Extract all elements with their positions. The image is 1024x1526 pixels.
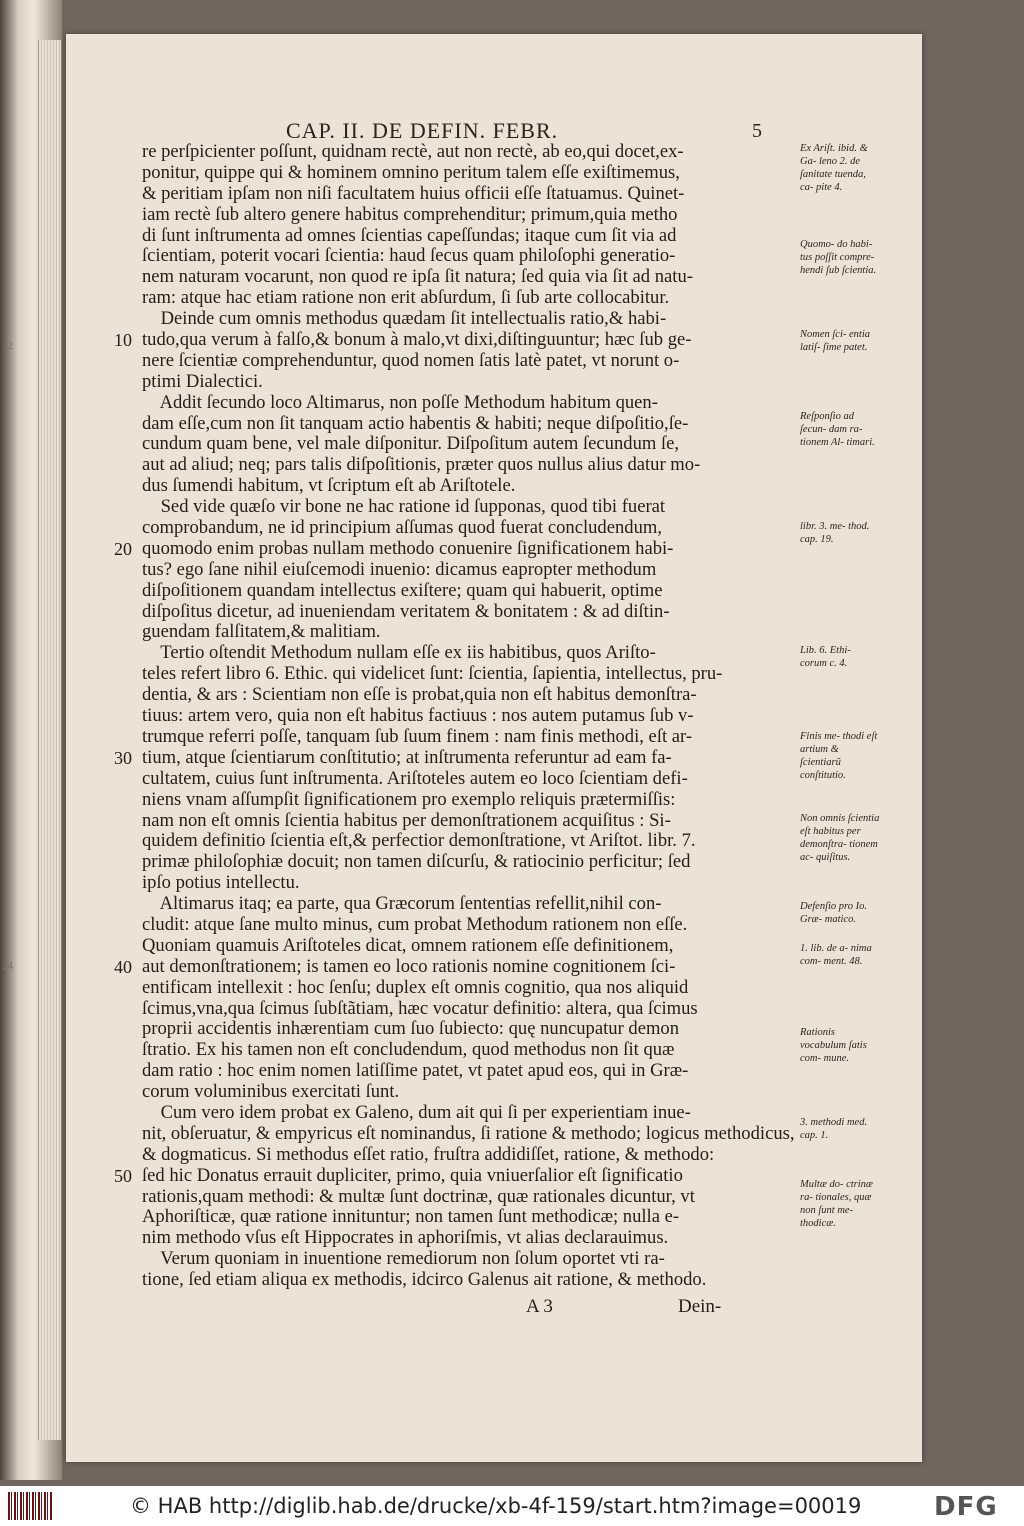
text-line: [142, 1124, 802, 1145]
text-line: [142, 309, 802, 330]
line-text: teles refert libro 6. Ethic. qui videlicet ſunt: ſcientia, ſapientia, intellectus, pru-: [142, 663, 723, 685]
line-text: nit, obſeruatur, & empyricus eſt nominandus, ſi ratione & methodo; logicus methodicus,: [142, 1122, 795, 1144]
line-text: Aphoriſticæ, quæ ratione innituntur; non tamen ſunt methodicæ; nulla e-: [142, 1206, 680, 1228]
text-line: [114, 329, 802, 351]
text-line: [142, 142, 802, 163]
text-line: [142, 414, 802, 435]
text-line: [142, 643, 802, 664]
text-line: [142, 184, 802, 205]
text-line: [142, 581, 802, 602]
spine-label: 32: [2, 340, 13, 352]
line-text: tium, atque ſcientiarum conſtitutio; at inſtrumenta referuntur ad eam fa-: [142, 746, 672, 768]
text-line: [142, 560, 802, 581]
text-line: [142, 1082, 802, 1103]
text-line: [142, 852, 802, 873]
line-text: ptimi Dialectici.: [142, 370, 263, 392]
dfg-logo: DFG: [934, 1492, 998, 1522]
text-line: [142, 1103, 802, 1124]
text-line: [114, 537, 802, 560]
line-text: ponitur, quippe qui & hominem omnino peritum talem eſſe exiſtimemus,: [142, 161, 680, 183]
text-line: [114, 1164, 802, 1187]
text-line: [142, 1019, 802, 1040]
line-text: cundum quam bene, vel male diſponitur. Diſpoſitum autem ſecundum ſe,: [142, 433, 680, 455]
text-line: [142, 497, 802, 518]
text-line: [142, 1207, 802, 1228]
text-line: [142, 811, 802, 832]
page-stack-edge: [38, 40, 61, 1440]
text-line: [142, 1270, 802, 1291]
line-text: iam rectè ſub altero genere habitus comprehenditur; primum,quia metho: [142, 203, 678, 225]
line-text: cludit: atque ſane multo minus, cum probat Methodum rationem non eſſe.: [142, 913, 688, 935]
line-text: Altimarus itaq; ea parte, qua Græcorum ſententias refellit,nihil con-: [142, 893, 662, 915]
line-number: 50: [114, 1165, 132, 1186]
text-line: [142, 915, 802, 936]
line-number: 30: [114, 747, 132, 768]
running-header: CAP. II. DE DEFIN. FEBR.: [286, 118, 559, 143]
text-line: [142, 455, 802, 476]
line-text: proprii accidentis inhærentiam cum ſuo ſubiecto: quę nuncupatur demon: [142, 1018, 680, 1040]
margin-note: 1. lib. de a- nima com- ment. 48.: [800, 943, 872, 967]
line-text: comprobandum, ne id principium aſſumas quod fuerat concludendum,: [142, 517, 662, 539]
barcode-icon: [8, 1492, 52, 1520]
text-line: [142, 831, 802, 852]
text-line: [142, 873, 802, 894]
text-line: [114, 746, 802, 769]
margin-note: 3. methodi med. cap. 1.: [800, 1117, 868, 1141]
book-page: [66, 34, 922, 1462]
text-line: [142, 205, 802, 226]
text-line: [142, 978, 802, 999]
line-text: ſcimus,vna,qua ſcimus ſubſtãtiam, hæc vocatur definitio: altera, qua ſcimus: [142, 997, 698, 1019]
body-text: [114, 141, 802, 1291]
margin-note: Non omnis ſcientia eſt habitus per demonſtra- tionem ac- quiſitus.: [800, 813, 880, 863]
line-text: cultatem, cuius ſunt inſtrumenta. Ariſtoteles autem eo loco ſcientiam defi-: [142, 767, 688, 789]
facing-page-edge: [0, 0, 62, 1480]
line-text: Tertio oſtendit Methodum nullam eſſe ex iis habitibus, quos Ariſto-: [142, 642, 656, 664]
margin-note: Multæ do- ctrinæ ra- tionales, quæ non ſunt me- thodicæ.: [800, 1179, 873, 1229]
text-line: [142, 1228, 802, 1249]
line-text: dus ſumendi habitum, vt ſcriptum eſt ab Ariſtotele.: [142, 475, 516, 497]
text-line: [142, 226, 802, 247]
text-line: [142, 790, 802, 811]
text-line: [142, 246, 802, 267]
line-text: trumque referri poſſe, tanquam ſub ſuum finem : nam finis methodi, eſt ar-: [142, 725, 693, 747]
text-line: [142, 706, 802, 727]
line-number: 10: [114, 330, 132, 351]
text-line: [142, 1040, 802, 1061]
line-text: quidem definitio ſcientia eſt,& perfectior demonſtratione, vt Ariſtot. libr. 7.: [142, 830, 696, 852]
line-text: tiuus: artem vero, quia non eſt habitus factiuus : nos autem putamus ſub v-: [142, 705, 694, 727]
text-line: [142, 727, 802, 748]
text-line: [142, 999, 802, 1020]
text-line: [142, 163, 802, 184]
margin-note: libr. 3. me- thod. cap. 19.: [800, 521, 870, 545]
line-text: di ſunt inſtrumenta ad omnes ſcientias capeſſundas; itaque cum ſit via ad: [142, 224, 677, 246]
line-text: Verum quoniam in inuentione remediorum non ſolum oportet vti ra-: [142, 1248, 665, 1270]
text-line: [142, 393, 802, 414]
margin-note: Rationis vocabulum ſatis com- mune.: [800, 1027, 867, 1064]
copyright-link[interactable]: © HAB http://diglib.hab.de/drucke/xb-4f-159/start.htm?image=00019: [130, 1494, 862, 1518]
line-text: corum voluminibus exercitati ſunt.: [142, 1081, 400, 1103]
text-line: [142, 685, 802, 706]
line-text: primæ philoſophiæ docuit; non tamen diſcurſu, & ratiocinio perficitur; ſed: [142, 851, 691, 873]
line-text: ſtratio. Ex his tamen non eſt concludendum, quod methodus non ſit quæ: [142, 1039, 675, 1061]
line-text: dam eſſe,cum non ſit tanquam actio habentis & habiti; neque diſpoſitio,ſe-: [142, 412, 689, 434]
text-line: [142, 769, 802, 790]
margin-note: Quomo- do habi- tus poſſit compre- hendi ſub ſcientia.: [800, 239, 877, 276]
line-text: quomodo enim probas nullam methodo conuenire ſignificationem habi-: [142, 537, 674, 559]
margin-note: Ex Ariſt. ibid. & Ga- leno 2. de ſanitate tuenda, ca- pite 4.: [800, 143, 868, 193]
text-line: [142, 351, 802, 372]
text-line: [142, 936, 802, 957]
signature-mark: A 3: [526, 1296, 553, 1317]
text-line: [142, 1061, 802, 1082]
line-text: rationis,quam methodi: & multæ ſunt doctrinæ, quæ rationales dicuntur, vt: [142, 1185, 695, 1207]
text-line: [142, 602, 802, 623]
text-line: [142, 267, 802, 288]
line-text: Addit ſecundo loco Altimarus, non poſſe Methodum habitum quen-: [142, 391, 658, 413]
text-line: [114, 955, 802, 978]
line-text: tus? ego ſane nihil eiuſcemodi inuenio: dicamus eapropter methodum: [142, 558, 657, 580]
line-text: tione, ſed etiam aliqua ex methodis, idcirco Galenus ait ratione, & methodo.: [142, 1269, 707, 1291]
line-text: Quoniam quamuis Ariſtoteles dicat, omnem rationem eſſe definitionem,: [142, 934, 674, 956]
line-text: & peritiam ipſam non niſi facultatem huius officii eſſe ſtatuamus. Quinet-: [142, 182, 685, 204]
line-text: diſpoſitus dicetur, ad inueniendam veritatem & bonitatem : & ad diſtin-: [142, 600, 670, 622]
line-text: tudo,qua verum à falſo,& bonum à malo,vt dixi,diſtinguuntur; hæc ſub ge-: [142, 329, 692, 351]
line-number: 40: [114, 956, 132, 977]
line-text: Cum vero idem probat ex Galeno, dum ait qui ſi per experientiam inue-: [142, 1101, 691, 1123]
text-line: [142, 622, 802, 643]
text-line: [142, 434, 802, 455]
line-number: 20: [114, 538, 132, 559]
text-line: [142, 1145, 802, 1166]
line-text: dam ratio : hoc enim nomen latiſſime patet, vt patet apud eos, qui in Græ-: [142, 1060, 689, 1082]
text-line: [142, 372, 802, 393]
line-text: aut ad aliud; neq; pars talis diſpoſitionis, præter quos nullus alius datur mo-: [142, 454, 701, 476]
line-text: nem naturam vocarunt, non quod re ipſa ſit natura; ſed quia via ſit ad natu-: [142, 266, 693, 288]
line-text: niens vnam aſſumpſit ſignificationem pro exemplo reliquis prætermiſſis:: [142, 788, 676, 810]
line-text: ſed hic Donatus errauit dupliciter, primo, quia vniuerſalior eſt ſignificatio: [142, 1164, 683, 1186]
line-text: nim methodo vſus eſt Hippocrates in aphoriſmis, vt alias declarauimus.: [142, 1227, 669, 1249]
line-text: dentia, & ars : Scientiam non eſſe is probat,quia non eſt habitus demonſtra-: [142, 684, 697, 706]
text-line: [142, 476, 802, 497]
margin-note: Lib. 6. Ethi- corum c. 4.: [800, 645, 851, 669]
margin-note: Nomen ſci- entia latiſ- ſime patet.: [800, 329, 870, 353]
margin-note: Finis me- thodi eſt artium & ſcientiarũ conſtitutio.: [800, 731, 878, 781]
line-text: ipſo potius intellectu.: [142, 872, 300, 894]
page-number: 5: [752, 120, 762, 142]
line-text: entificam intellexit : hoc ſenſu; duplex eſt omnis cognitio, qua nos aliquid: [142, 976, 689, 998]
line-text: & dogmaticus. Si methodus eſſet ratio, fruſtra addidiſſet, ratione, & methodo:: [142, 1143, 715, 1165]
text-line: [142, 288, 802, 309]
line-text: ram: atque hac etiam ratione non erit abſurdum, ſi ſub arte collocabitur.: [142, 287, 670, 309]
text-line: [142, 894, 802, 915]
line-text: nere ſcientiæ comprehenduntur, quod nomen ſatis latè patet, vt norunt o-: [142, 349, 680, 371]
line-text: Sed vide quæſo vir bone ne hac ratione id ſupponas, quod tibi fuerat: [142, 496, 666, 518]
text-line: [142, 664, 802, 685]
margin-note: Reſponſio ad ſecun- dam ra- tionem Al- timari.: [800, 411, 875, 448]
line-text: re perſpicienter poſſunt, quidnam rectè, aut non rectè, ab eo,qui docet,ex-: [142, 141, 684, 162]
line-text: guendam falſitatem,& malitiam.: [142, 621, 381, 643]
catchword: Dein-: [678, 1296, 722, 1317]
text-line: [142, 518, 802, 539]
spine-label: 24: [2, 960, 13, 972]
text-line: [142, 1249, 802, 1270]
line-text: ſcientiam, poterit vocari ſcientia: haud ſecus quam philoſophi generatio-: [142, 245, 676, 267]
line-text: Deinde cum omnis methodus quædam ſit intellectualis ratio,& habi-: [142, 308, 667, 330]
margin-note: Defenſio pro Io. Græ- matico.: [800, 901, 867, 925]
line-text: diſpoſitionem quandam intellectus exiſtere; quam qui habuerit, optime: [142, 579, 663, 601]
text-line: [142, 1187, 802, 1208]
footer-bar: [0, 1486, 1024, 1526]
line-text: aut demonſtrationem; is tamen eo loco rationis nomine cognitionem ſci-: [142, 955, 676, 977]
line-text: nam non eſt omnis ſcientia habitus per demonſtrationem acquiſitus : Si-: [142, 809, 671, 831]
